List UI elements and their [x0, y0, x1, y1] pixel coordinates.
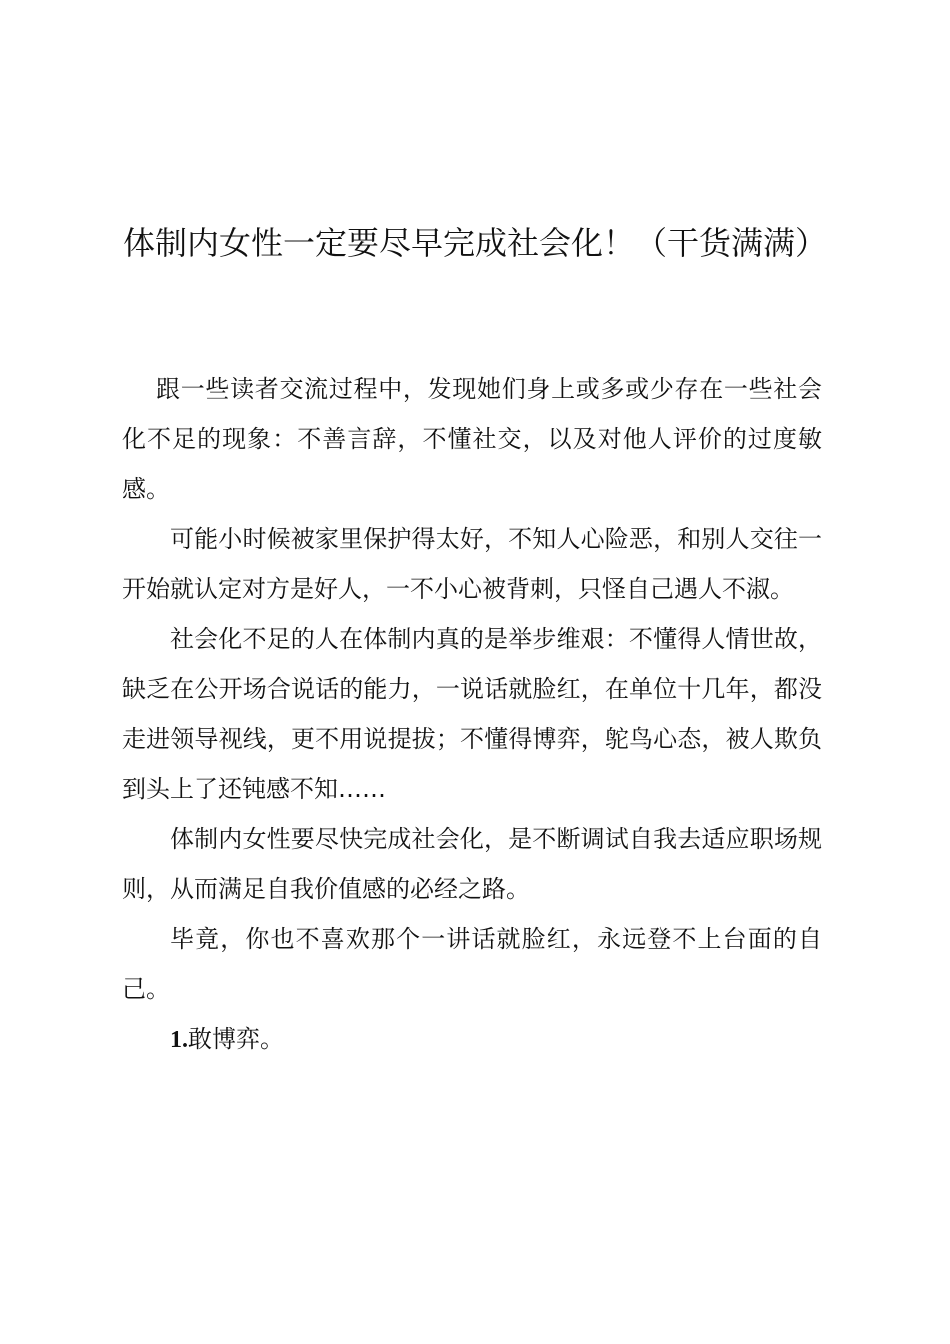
- paragraph-5: 毕竟，你也不喜欢那个一讲话就脸红，永远登不上台面的自己。: [122, 925, 822, 1003]
- paragraph-2: 可能小时候被家里保护得太好，不知人心险恶，和别人交往一开始就认定对方是好人，一不小心被背刺，只怪自己遇人不淑。: [122, 525, 822, 603]
- paragraph-4: 体制内女性要尽快完成社会化，是不断调试自我去适应职场规则，从而满足自我价值感的必经之路。: [122, 825, 822, 903]
- section-heading: [122, 1014, 822, 1065]
- document-body: [122, 364, 822, 1065]
- paragraph-1: 跟一些读者交流过程中，发现她们身上或多或少存在一些社会化不足的现象：不善言辞，不懂社交，以及对他人评价的过度敏感。: [122, 375, 822, 503]
- section-heading-number: 1.: [170, 1027, 188, 1053]
- section-heading-text: 敢博弈。: [188, 1025, 284, 1053]
- document-title: 体制内女性一定要尽早完成社会化！（干货满满）: [122, 224, 827, 262]
- paragraph-3: 社会化不足的人在体制内真的是举步维艰：不懂得人情世故，缺乏在公开场合说话的能力，一说话就脸红，在单位十几年，都没走进领导视线，更不用说提拔；不懂得博弈，鸵鸟心态，被人欺负到头上了还钝感不知……: [122, 625, 822, 803]
